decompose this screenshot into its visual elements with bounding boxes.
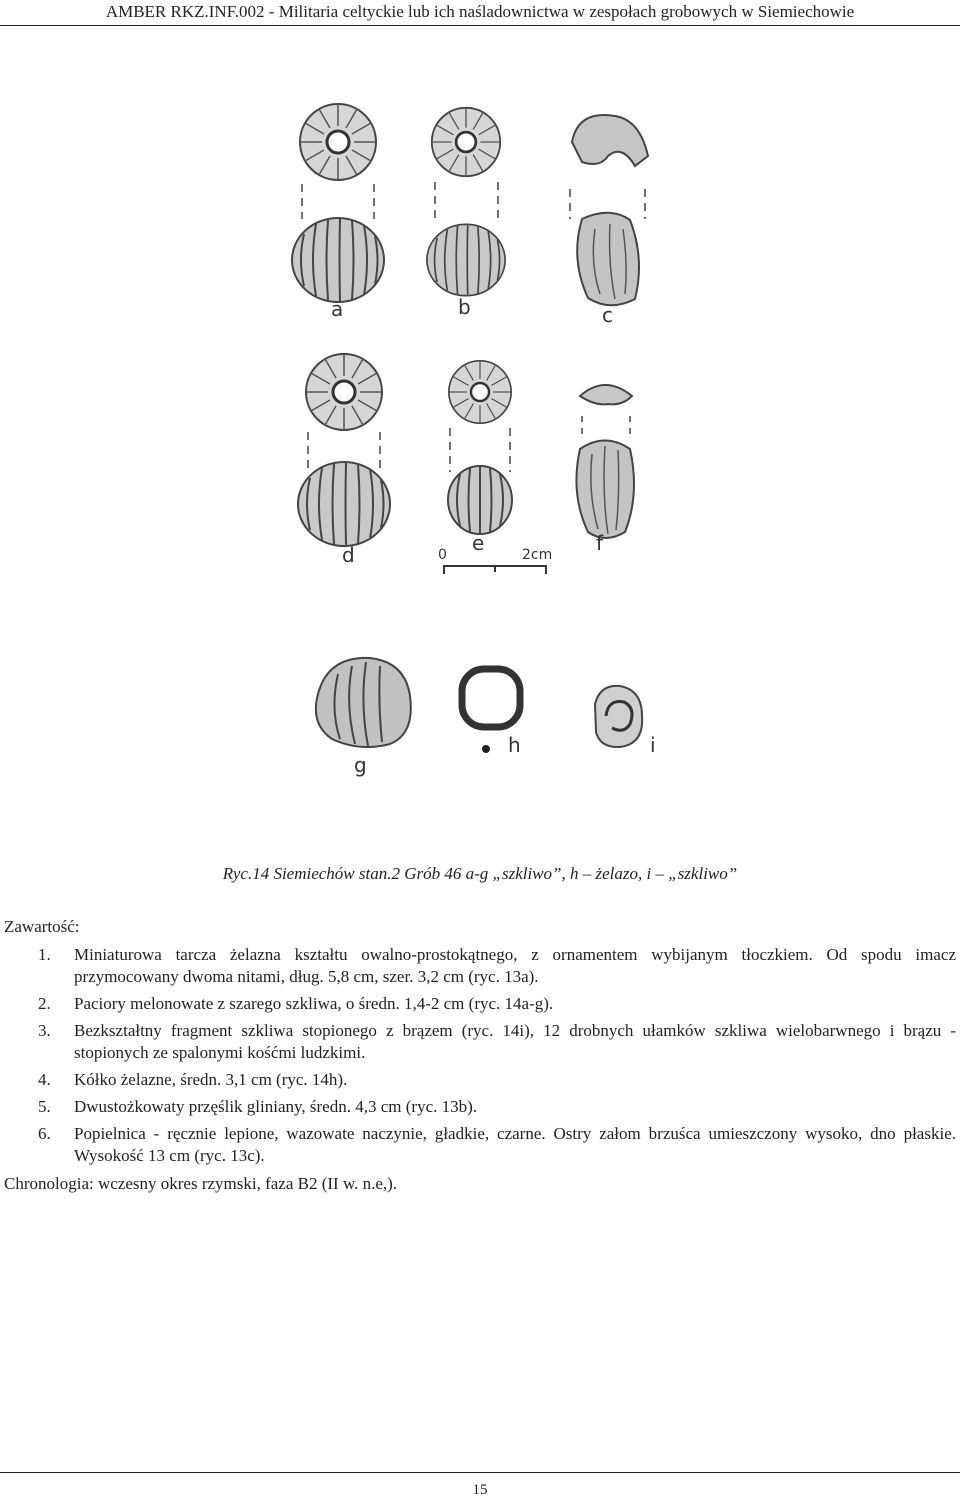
list-item <box>4 944 956 988</box>
grave-contents <box>4 916 956 1212</box>
footer-rule <box>0 1472 960 1473</box>
list-item <box>4 993 956 1015</box>
item-number: 3. <box>38 1021 51 1040</box>
contents-list <box>4 944 956 1167</box>
label-a: a <box>331 297 344 321</box>
item-number: 5. <box>38 1097 51 1116</box>
item-number: 2. <box>38 994 51 1013</box>
list-item <box>4 1069 956 1091</box>
artifact-figure <box>210 44 750 844</box>
figure-caption: Ryc.14 Siemiechów stan.2 Grób 46 a-g „szkliwo”, h – żelazo, i – „szkliwo” <box>222 864 738 883</box>
item-text: Bezkształtny fragment szkliwa stopionego z brązem (ryc. 14i), 12 drobnych ułamków szkliwa wielobarwnego i brązu - stopionych ze spalonymi kośćmi ludzkimi. <box>74 1021 956 1062</box>
label-e: e <box>472 531 485 555</box>
item-number: 6. <box>38 1124 51 1143</box>
running-header: AMBER RKZ.INF.002 - Militaria celtyckie lub ich naśladownictwa w zespołach grobowych w Siemiechowie <box>105 2 855 21</box>
item-text: Miniaturowa tarcza żelazna kształtu owalno-prostokątnego, z ornamentem wybijanym tłoczkiem. Od spodu imacz przymocowany dwoma nitami, dług. 5,8 cm, szer. 3,2 cm (ryc. 13a). <box>74 945 956 986</box>
item-text: Popielnica - ręcznie lepione, wazowate naczynie, gładkie, czarne. Ostry załom brzuśca umieszczony wysoko, dno płaskie. Wysokość 13 cm (ryc. 13c). <box>74 1124 956 1165</box>
artifact-drawing <box>210 44 750 844</box>
bead-d <box>298 354 390 546</box>
glass-fragment-i <box>595 686 642 747</box>
label-d: d <box>342 543 355 567</box>
scale-bar <box>438 547 552 574</box>
bead-b <box>427 108 505 296</box>
bead-g-fragment <box>316 658 411 747</box>
item-text: Paciory melonowate z szarego szkliwa, o średn. 1,4-2 cm (ryc. 14a-g). <box>74 994 554 1013</box>
page-number: 15 <box>472 1482 488 1498</box>
label-i: i <box>650 733 656 757</box>
list-item <box>4 1020 956 1064</box>
label-c: c <box>602 303 613 327</box>
label-f: f <box>596 531 604 555</box>
header-rule <box>0 25 960 26</box>
list-item <box>4 1123 956 1167</box>
bead-f-fragment <box>576 385 634 538</box>
list-item <box>4 1096 956 1118</box>
label-h: h <box>508 733 521 757</box>
bead-a <box>292 104 384 302</box>
label-g: g <box>354 753 367 777</box>
contents-heading: Zawartość: <box>4 917 80 936</box>
scale-max-label: 2cm <box>522 547 553 563</box>
item-text: Kółko żelazne, średn. 3,1 cm (ryc. 14h). <box>74 1070 348 1089</box>
chronology: Chronologia: wczesny okres rzymski, faza B2 (II w. n.e,). <box>4 1174 398 1193</box>
item-number: 1. <box>38 945 51 964</box>
item-number: 4. <box>38 1070 51 1089</box>
item-text: Dwustożkowaty przęślik gliniany, średn. 4,3 cm (ryc. 13b). <box>74 1097 478 1116</box>
bead-e <box>448 361 512 534</box>
scale-zero-label: 0 <box>438 547 447 563</box>
bead-c-fragment <box>570 115 648 305</box>
label-b: b <box>458 295 471 319</box>
